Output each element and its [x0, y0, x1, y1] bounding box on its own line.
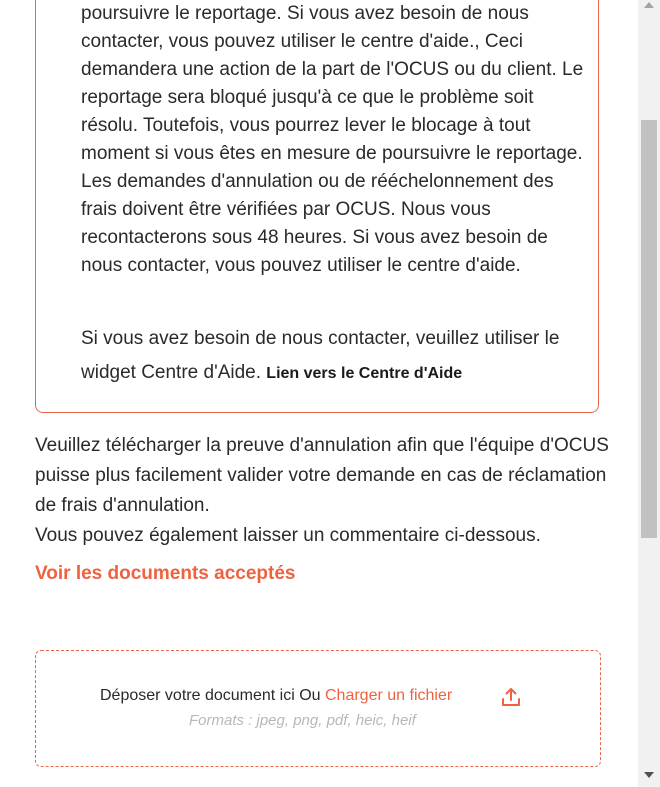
dropzone-prompt-text: Déposer votre document ici Ou — [100, 687, 325, 704]
info-paragraph-2 — [81, 322, 591, 391]
scroll-down-arrow-icon[interactable] — [644, 772, 654, 778]
info-paragraph-1 — [81, 0, 591, 280]
accepted-formats-hint: Formats : jpeg, png, pdf, heic, heif — [189, 712, 416, 729]
upload-file-link[interactable]: Charger un fichier — [325, 687, 453, 704]
comment-hint-text: Vous pouvez également laisser un commentaire ci-dessous. — [35, 525, 541, 546]
dropzone-prompt — [100, 687, 452, 705]
info-paragraph-2-text: Si vous avez besoin de nous contacter, veuillez utiliser le widget Centre d'Aide. — [81, 328, 560, 383]
vertical-scrollbar[interactable] — [638, 0, 660, 787]
info-paragraph-1-text: poursuivre le reportage. Si vous avez besoin de nous contacter, vous pouvez utiliser le centre d'aide., Ceci demandera une action de la part de l'OCUS ou du client. Le reportage sera bloqué jusqu'à ce que le problème soit résolu. Toutefois, vous pourrez lever le blocage à tout moment si vous êtes en mesure de poursuivre le reportage. Les demandes d'annulation ou de rééchelonnement des frais doivent être vérifiées par OCUS. Nous vous recontacterons sous 48 heures. Si vous avez besoin de nous contacter, vous pouvez utiliser le centre d'aide. — [81, 3, 584, 276]
upload-instructions — [35, 431, 610, 551]
file-dropzone[interactable] — [35, 650, 601, 767]
help-center-link[interactable]: Lien vers le Centre d'Aide — [266, 365, 463, 382]
upload-icon[interactable] — [500, 686, 522, 708]
scrollbar-thumb[interactable] — [641, 120, 657, 538]
accepted-documents-link[interactable]: Voir les documents acceptés — [35, 563, 296, 584]
upload-instructions-text: Veuillez télécharger la preuve d'annulation afin que l'équipe d'OCUS puisse plus facilement valider votre demande en cas de réclamation de frais d'annulation. — [35, 435, 609, 516]
scroll-up-arrow-icon[interactable] — [644, 2, 654, 8]
